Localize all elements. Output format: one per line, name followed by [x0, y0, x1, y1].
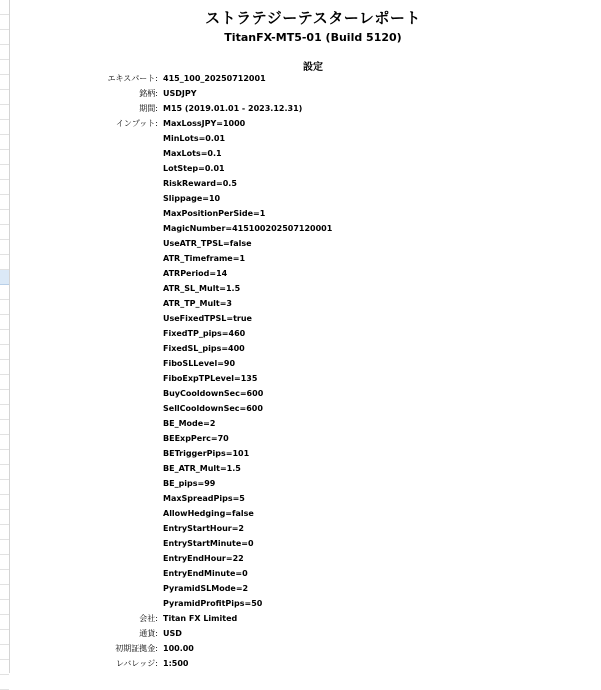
- row-value: MaxSpreadPips=5: [163, 494, 245, 503]
- row-value: AllowHedging=false: [163, 509, 254, 518]
- row-value: Titan FX Limited: [163, 614, 238, 623]
- input-parameter-row: [10, 491, 601, 506]
- row-value: ATR_SL_Mult=1.5: [163, 284, 241, 293]
- row-value: MinLots=0.01: [163, 134, 226, 143]
- row-label: 期間:: [139, 104, 158, 113]
- row-value: LotStep=0.01: [163, 164, 225, 173]
- input-parameter-row: [10, 446, 601, 461]
- input-parameter-row: [10, 161, 601, 176]
- input-parameter-row: [10, 266, 601, 281]
- row-header-cell[interactable]: [0, 600, 9, 615]
- row-header-cell[interactable]: [0, 180, 9, 195]
- info-row: [10, 71, 601, 86]
- row-header-cell[interactable]: [0, 465, 9, 480]
- row-header-cell[interactable]: [0, 435, 9, 450]
- input-parameter-row: [10, 566, 601, 581]
- input-parameter-row: [10, 461, 601, 476]
- row-header-cell[interactable]: [0, 300, 9, 315]
- row-value: BE_ATR_Mult=1.5: [163, 464, 241, 473]
- row-header-cell[interactable]: [0, 135, 9, 150]
- row-value: MaxLossJPY=1000: [163, 119, 246, 128]
- row-header-cell[interactable]: [0, 0, 9, 15]
- row-header-cell[interactable]: [0, 60, 9, 75]
- row-value: BEExpPerc=70: [163, 434, 229, 443]
- row-header-cell[interactable]: [0, 150, 9, 165]
- row-header-cell[interactable]: [0, 315, 9, 330]
- info-row: [10, 101, 601, 116]
- row-header-cell[interactable]: [0, 555, 9, 570]
- row-value: Slippage=10: [163, 194, 221, 203]
- input-parameter-row: [10, 551, 601, 566]
- row-header-cell[interactable]: [0, 210, 9, 225]
- info-row: [10, 656, 601, 671]
- input-parameter-row: [10, 146, 601, 161]
- row-header-cell[interactable]: [0, 15, 9, 30]
- row-header-cell[interactable]: [0, 105, 9, 120]
- input-parameter-row: [10, 506, 601, 521]
- input-parameter-row: [10, 206, 601, 221]
- input-parameter-row: [10, 416, 601, 431]
- row-value: 1:500: [163, 659, 189, 668]
- input-parameter-row: [10, 386, 601, 401]
- row-label: 通貨:: [139, 629, 158, 638]
- row-value: USD: [163, 629, 182, 638]
- row-value: ATRPeriod=14: [163, 269, 228, 278]
- row-value: BE_Mode=2: [163, 419, 216, 428]
- input-parameter-row: [10, 251, 601, 266]
- row-header-cell[interactable]: [0, 525, 9, 540]
- row-label: 銘柄:: [139, 89, 158, 98]
- input-parameter-row: [10, 596, 601, 611]
- row-value: PyramidSLMode=2: [163, 584, 249, 593]
- row-value: MagicNumber=415100202507120001: [163, 224, 333, 233]
- info-row: [10, 641, 601, 656]
- row-value: FixedTP_pips=460: [163, 329, 246, 338]
- row-value: EntryStartHour=2: [163, 524, 244, 533]
- row-label: レバレッジ:: [115, 659, 158, 668]
- row-value: FiboSLLevel=90: [163, 359, 236, 368]
- row-header-cell[interactable]: [0, 120, 9, 135]
- row-header-cell[interactable]: [0, 450, 9, 465]
- info-row: [10, 86, 601, 101]
- row-value: UseFixedTPSL=true: [163, 314, 252, 323]
- row-value: EntryEndMinute=0: [163, 569, 248, 578]
- row-header-cell[interactable]: [0, 495, 9, 510]
- input-parameter-row: [10, 296, 601, 311]
- row-header-cell[interactable]: [0, 645, 9, 660]
- row-value: 100.00: [163, 644, 194, 653]
- input-parameter-row: [10, 281, 601, 296]
- row-label: 初期証拠金:: [115, 644, 158, 653]
- row-value: ATR_Timeframe=1: [163, 254, 246, 263]
- row-header-cell[interactable]: [0, 330, 9, 345]
- row-header-cell[interactable]: [0, 405, 9, 420]
- input-parameter-row: [10, 221, 601, 236]
- settings-rows: [10, 71, 601, 671]
- row-header-cell[interactable]: [0, 480, 9, 495]
- row-value: 415_100_20250712001: [163, 74, 266, 83]
- row-header-cell[interactable]: [0, 585, 9, 600]
- info-row: [10, 626, 601, 641]
- row-value: RiskReward=0.5: [163, 179, 237, 188]
- input-parameter-row: [10, 326, 601, 341]
- input-parameter-row: [10, 521, 601, 536]
- row-value: FiboExpTPLevel=135: [163, 374, 258, 383]
- row-header-cell[interactable]: [0, 45, 9, 60]
- row-header-cell[interactable]: [0, 90, 9, 105]
- input-parameter-row: [10, 176, 601, 191]
- row-label: インプット:: [115, 119, 158, 128]
- report-title: ストラテジーテスターレポート: [205, 9, 421, 27]
- row-header-cell[interactable]: [0, 675, 9, 690]
- input-parameter-row: [10, 311, 601, 326]
- row-header-cell[interactable]: [0, 510, 9, 525]
- input-parameter-row: [10, 536, 601, 551]
- row-header-cell[interactable]: [0, 375, 9, 390]
- row-value: FixedSL_pips=400: [163, 344, 245, 353]
- row-header-cell[interactable]: [0, 225, 9, 240]
- input-parameter-row: [10, 341, 601, 356]
- row-value: EntryEndHour=22: [163, 554, 244, 563]
- settings-section-heading: 設定: [303, 62, 323, 73]
- row-header-cell[interactable]: [0, 195, 9, 210]
- input-parameter-row: [10, 476, 601, 491]
- row-header-gutter: [0, 0, 10, 673]
- report-subtitle: TitanFX-MT5-01 (Build 5120): [224, 31, 402, 44]
- row-header-cell[interactable]: [0, 270, 9, 285]
- row-value: MaxPositionPerSide=1: [163, 209, 266, 218]
- row-value: ATR_TP_Mult=3: [163, 299, 232, 308]
- row-header-cell[interactable]: [0, 255, 9, 270]
- row-label: 会社:: [139, 614, 158, 623]
- info-row: [10, 611, 601, 626]
- row-header-cell[interactable]: [0, 615, 9, 630]
- strategy-tester-report: [10, 0, 601, 673]
- row-header-cell[interactable]: [0, 570, 9, 585]
- row-header-cell[interactable]: [0, 540, 9, 555]
- input-parameter-row: [10, 116, 601, 131]
- input-parameter-row: [10, 431, 601, 446]
- row-header-cell[interactable]: [0, 285, 9, 300]
- row-header-cell[interactable]: [0, 360, 9, 375]
- row-value: MaxLots=0.1: [163, 149, 222, 158]
- row-header-cell[interactable]: [0, 240, 9, 255]
- row-value: BE_pips=99: [163, 479, 216, 488]
- row-header-cell[interactable]: [0, 30, 9, 45]
- row-value: SellCooldownSec=600: [163, 404, 263, 413]
- row-value: USDJPY: [163, 89, 197, 98]
- row-header-cell[interactable]: [0, 420, 9, 435]
- input-parameter-row: [10, 131, 601, 146]
- row-value: EntryStartMinute=0: [163, 539, 254, 548]
- input-parameter-row: [10, 191, 601, 206]
- input-parameter-row: [10, 581, 601, 596]
- row-header-cell[interactable]: [0, 75, 9, 90]
- row-header-cell[interactable]: [0, 390, 9, 405]
- row-value: PyramidProfitPips=50: [163, 599, 263, 608]
- input-parameter-row: [10, 356, 601, 371]
- input-parameter-row: [10, 371, 601, 386]
- row-value: BETriggerPips=101: [163, 449, 250, 458]
- input-parameter-row: [10, 236, 601, 251]
- row-header-cell[interactable]: [0, 165, 9, 180]
- row-header-cell[interactable]: [0, 630, 9, 645]
- row-value: BuyCooldownSec=600: [163, 389, 264, 398]
- row-value: UseATR_TPSL=false: [163, 239, 252, 248]
- row-label: エキスパート:: [107, 74, 158, 83]
- input-parameter-row: [10, 401, 601, 416]
- row-value: M15 (2019.01.01 - 2023.12.31): [163, 104, 303, 113]
- row-header-cell[interactable]: [0, 345, 9, 360]
